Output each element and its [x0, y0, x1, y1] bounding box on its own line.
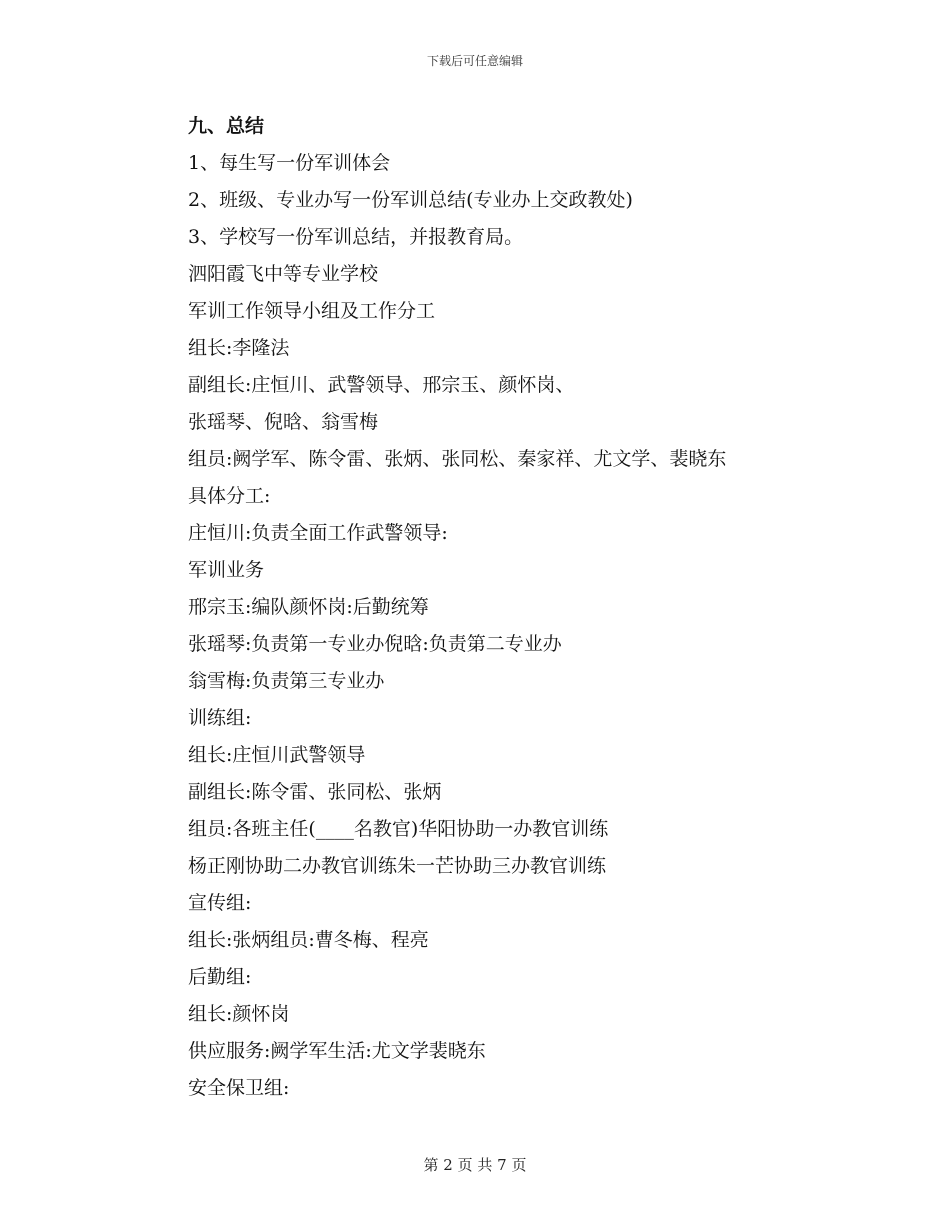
text-line: 副组长:庄恒川、武警领导、邢宗玉、颜怀岗、 [188, 374, 575, 396]
page-header-note: 下载后可任意编辑 [426, 54, 523, 68]
text-line: 邢宗玉:编队颜怀岗:后勤统筹 [188, 596, 429, 618]
text-line: 组长:颜怀岗 [188, 1003, 290, 1025]
text-line: 组长:庄恒川武警领导 [188, 744, 366, 766]
section-title-leadership: 军训工作领导小组及工作分工 [188, 300, 436, 322]
text-line: 军训业务 [188, 559, 265, 581]
text-line: 组员:各班主任(____名教官)华阳协助一办教官训练 [188, 818, 609, 840]
text-line: 组长:李隆法 [188, 337, 290, 359]
text-line: 1、每生写一份军训体会 [188, 152, 391, 174]
text-line: 张瑶琴、倪晗、翁雪梅 [188, 411, 379, 433]
text-line: 供应服务:阙学军生活:尤文学裴晓东 [188, 1040, 486, 1062]
text-line: 杨正刚协助二办教官训练朱一芒协助三办教官训练 [188, 855, 607, 877]
school-name: 泗阳霞飞中等专业学校 [188, 263, 379, 285]
text-line: 2、班级、专业办写一份军训总结(专业办上交政教处) [188, 189, 633, 211]
page-number: 第 2 页 共 7 页 [423, 1156, 527, 1174]
text-line: 张瑶琴:负责第一专业办倪晗:负责第二专业办 [188, 633, 562, 655]
text-line: 副组长:陈令雷、张同松、张炳 [188, 781, 442, 803]
text-line: 训练组: [188, 707, 252, 729]
text-line: 翁雪梅:负责第三专业办 [188, 670, 385, 692]
text-line: 组长:张炳组员:曹冬梅、程亮 [188, 929, 429, 951]
document-body [188, 108, 888, 1107]
section-heading-summary: 九、总结 [188, 115, 265, 137]
text-line: 组员:阙学军、陈令雷、张炳、张同松、秦家祥、尤文学、裴晓东 [188, 448, 727, 470]
text-line: 3、学校写一份军训总结，并报教育局。 [188, 226, 524, 248]
text-line: 具体分工: [188, 485, 271, 507]
text-line: 后勤组: [188, 966, 252, 988]
text-line: 安全保卫组: [188, 1077, 290, 1099]
text-line: 庄恒川:负责全面工作武警领导: [188, 522, 448, 544]
text-line: 宣传组: [188, 892, 252, 914]
